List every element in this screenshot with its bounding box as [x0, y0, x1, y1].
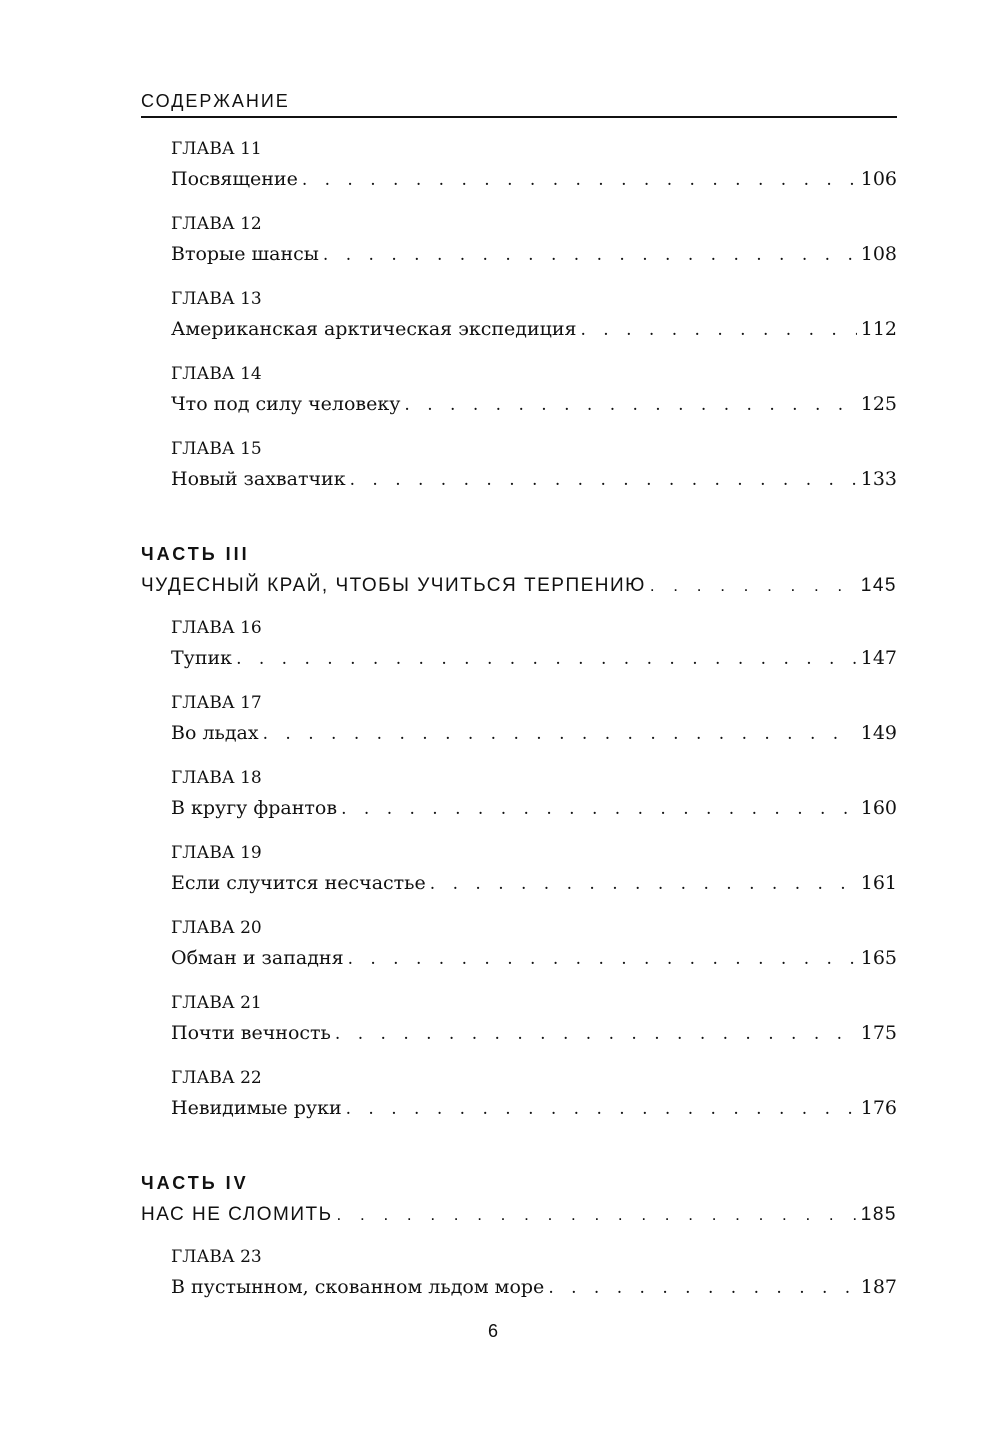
toc-line [171, 167, 897, 191]
toc-entry-chapter-15 [171, 438, 897, 491]
dot-leader [236, 647, 857, 671]
toc-line [171, 721, 897, 745]
chapter-label: ГЛАВА 14 [171, 364, 262, 384]
dot-leader [263, 722, 857, 746]
page-number: 106 [860, 168, 897, 190]
dot-leader [341, 797, 857, 821]
page-number: 161 [860, 872, 897, 894]
page-number: 160 [860, 797, 897, 819]
chapter-title: Тупик [171, 647, 233, 669]
chapter-title: Посвящение [171, 168, 298, 190]
page-folio: 6 [487, 1321, 498, 1341]
toc-entry-chapter-17 [171, 692, 897, 745]
toc-entry-chapter-13 [171, 288, 897, 341]
chapter-title: Если случится несчастье [171, 872, 426, 894]
toc-line [171, 1096, 897, 1120]
toc-entry-chapter-23 [171, 1246, 897, 1299]
page-number: 112 [860, 318, 897, 340]
chapter-label: ГЛАВА 22 [171, 1068, 262, 1088]
page-number: 149 [860, 722, 897, 744]
chapter-title: Новый захватчик [171, 468, 346, 490]
toc-line [171, 946, 897, 970]
toc-line [171, 1275, 897, 1299]
chapter-label: ГЛАВА 19 [171, 843, 262, 863]
page-number: 187 [860, 1276, 897, 1298]
page-number: 176 [860, 1097, 897, 1119]
chapter-title: Невидимые руки [171, 1097, 342, 1119]
chapter-label: ГЛАВА 13 [171, 289, 262, 309]
page-number: 108 [860, 243, 897, 265]
chapter-title: В пустынном, скованном льдом море [171, 1276, 545, 1298]
page-number: 147 [860, 647, 897, 669]
toc-line [141, 574, 897, 598]
toc-part-3 [141, 543, 897, 598]
page-number: 125 [860, 393, 897, 415]
toc-entry-chapter-20 [171, 917, 897, 970]
dot-leader [430, 872, 857, 896]
toc-entry-chapter-12 [171, 213, 897, 266]
chapter-title: Во льдах [171, 722, 259, 744]
part-label: ЧАСТЬ IV [141, 1173, 249, 1193]
toc-entry-chapter-21 [171, 992, 897, 1045]
toc-line [171, 467, 897, 491]
chapter-label: ГЛАВА 12 [171, 214, 262, 234]
dot-leader [302, 168, 857, 192]
dot-leader [650, 574, 857, 598]
page-number: 165 [860, 947, 897, 969]
toc-line [171, 646, 897, 670]
toc-line [171, 242, 897, 266]
chapter-title: Американская арктическая экспедиция [171, 318, 577, 340]
chapter-title: В кругу франтов [171, 797, 338, 819]
dot-leader [335, 1022, 857, 1046]
toc-line [171, 796, 897, 820]
chapter-title: Вторые шансы [171, 243, 319, 265]
part-label: ЧАСТЬ III [141, 544, 250, 564]
toc-part-4 [141, 1172, 897, 1227]
page-number: 185 [860, 1204, 897, 1225]
chapter-label: ГЛАВА 21 [171, 993, 262, 1013]
toc-entry-chapter-14 [171, 363, 897, 416]
toc-entry-chapter-19 [171, 842, 897, 895]
chapter-title: Что под силу человеку [171, 393, 401, 415]
toc-line [171, 1021, 897, 1045]
page-number: 175 [860, 1022, 897, 1044]
page-number: 145 [860, 575, 897, 596]
toc-line [141, 1203, 897, 1227]
chapter-label: ГЛАВА 20 [171, 918, 262, 938]
running-header: СОДЕРЖАНИЕ [141, 90, 897, 118]
part-title: ЧУДЕСНЫЙ КРАЙ, ЧТОБЫ УЧИТЬСЯ ТЕРПЕНИЮ [141, 575, 646, 596]
chapter-label: ГЛАВА 16 [171, 618, 262, 638]
chapter-label: ГЛАВА 15 [171, 439, 262, 459]
chapter-label: ГЛАВА 18 [171, 768, 262, 788]
chapter-label: ГЛАВА 23 [171, 1247, 262, 1267]
page-number: 133 [860, 468, 897, 490]
toc-entry-chapter-18 [171, 767, 897, 820]
toc-line [171, 871, 897, 895]
dot-leader [348, 947, 857, 971]
toc-line [171, 317, 897, 341]
toc-entry-chapter-11 [171, 138, 897, 191]
chapter-label: ГЛАВА 11 [171, 139, 262, 159]
dot-leader [404, 393, 856, 417]
dot-leader [548, 1276, 856, 1300]
toc-entry-chapter-22 [171, 1067, 897, 1120]
chapter-label: ГЛАВА 17 [171, 693, 262, 713]
dot-leader [323, 243, 857, 267]
toc-entry-chapter-16 [171, 617, 897, 670]
dot-leader [337, 1203, 857, 1227]
dot-leader [350, 468, 857, 492]
dot-leader [346, 1097, 857, 1121]
chapter-title: Почти вечность [171, 1022, 331, 1044]
chapter-title: Обман и западня [171, 947, 344, 969]
toc-line [171, 392, 897, 416]
part-title: НАС НЕ СЛОМИТЬ [141, 1204, 333, 1225]
dot-leader [581, 318, 857, 342]
